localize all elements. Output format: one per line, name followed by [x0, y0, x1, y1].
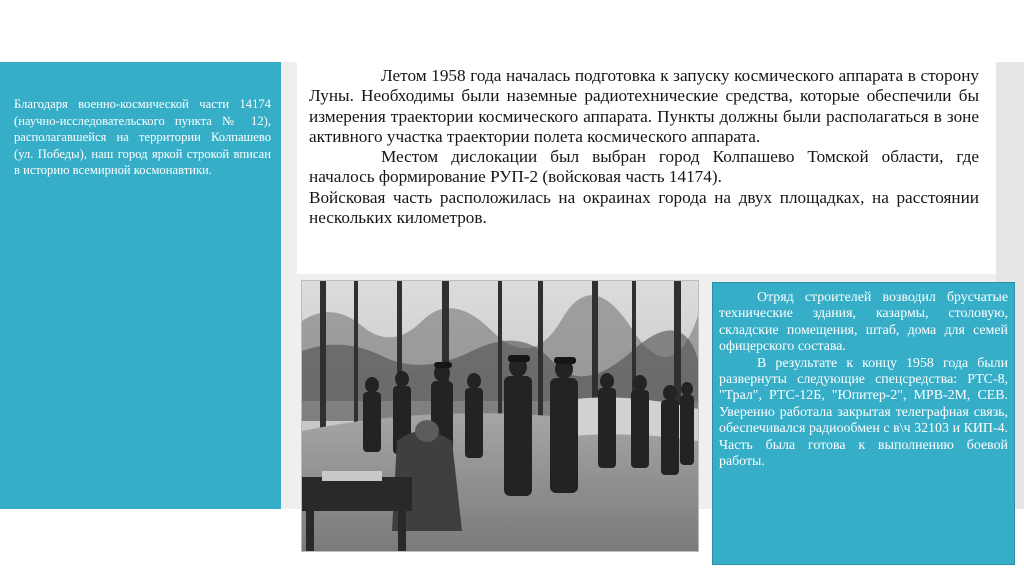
archival-photo [301, 280, 699, 552]
main-text [309, 66, 979, 228]
photo-image [302, 281, 698, 551]
side-panel-text: Благодаря военно-космической части 14174 (научно-исследовательского пункта № 12), располагавшейся на территории Колпашево (ул. Победы), наш город яркой строкой вписан в историю всемирной космонавтики. [14, 97, 271, 177]
main-paragraph-1: Летом 1958 года началась подготовка к запуску космического аппарата в сторону Луны. Необходимы были наземные радиотехнические средства, которые обеспечили бы измерения траектории космического аппарата. Пункты должны были располагаться в зоне активного участка траектории полета космического аппарата. [309, 66, 979, 146]
main-paragraph-3: Войсковая часть расположилась на окраинах города на двух площадках, на расстоянии нескольких километров. [309, 187, 979, 228]
info-paragraph-2: В результате к концу 1958 года были развернуты следующие спецсредства: РТС-8, "Трал", РТС-12Б, "Юпитер-2", МРВ-2М, СЕВ. Уверенно работала закрытая телеграфная связь, обеспечивался радиообмен с в\ч 32103 и КИП-4. Часть была готова к выполнению боевой работы. [719, 355, 1008, 470]
info-box-text [719, 290, 1008, 470]
main-paragraph-2: Местом дислокации был выбран город Колпашево Томской области, где началось формирование РУП-2 (войсковая часть 14174). [309, 147, 979, 187]
info-paragraph-1: Отряд строителей возводил брусчатые технические здания, казармы, столовую, складские помещения, штаб, дома для семей офицерского состава. [719, 290, 1008, 355]
